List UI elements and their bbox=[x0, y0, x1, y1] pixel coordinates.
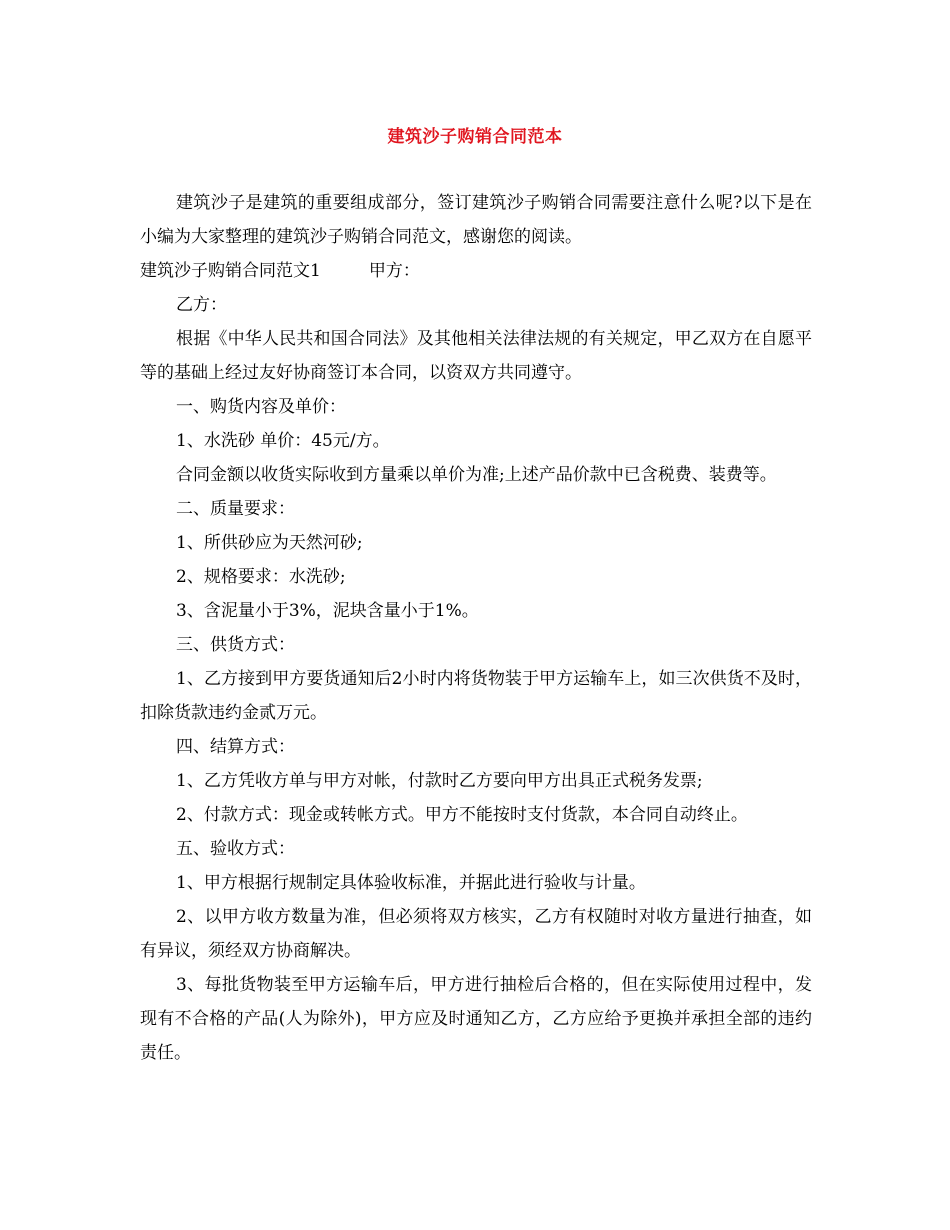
intro-paragraph: 建筑沙子是建筑的重要组成部分，签订建筑沙子购销合同需要注意什么呢?以下是在小编为大家整理的建筑沙子购销合同范文，感谢您的阅读。 bbox=[140, 193, 812, 247]
section1-item1: 1、水洗砂 单价：45元/方。 bbox=[176, 431, 390, 451]
section3-title: 三、供货方式： bbox=[176, 635, 295, 655]
document-title: 建筑沙子购销合同范本 bbox=[387, 127, 563, 147]
section2-item1: 1、所供砂应为天然河砂; bbox=[176, 533, 363, 553]
section2-item2: 2、规格要求：水洗砂; bbox=[176, 567, 346, 587]
section2-item3: 3、含泥量小于3%，泥块含量小于1%。 bbox=[176, 601, 479, 621]
section5-title: 五、验收方式： bbox=[176, 839, 295, 859]
section1-title: 一、购货内容及单价： bbox=[176, 397, 346, 417]
section4-title: 四、结算方式： bbox=[176, 737, 295, 757]
section1-note: 合同金额以收货实际收到方量乘以单价为准;上述产品价款中已含税费、装费等。 bbox=[176, 465, 777, 485]
section5-item1: 1、甲方根据行规制定具体验收标准，并据此进行验收与计量。 bbox=[176, 873, 646, 893]
section3-item1: 1、乙方接到甲方要货通知后2小时内将货物装于甲方运输车上，如三次供货不及时，扣除货款违约金贰万元。 bbox=[140, 669, 812, 723]
section5-item2: 2、以甲方收方数量为准，但必须将双方核实，乙方有权随时对收方量进行抽查，如有异议，须经双方协商解决。 bbox=[140, 907, 812, 961]
preamble-paragraph: 根据《中华人民共和国合同法》及其他相关法律法规的有关规定，甲乙双方在自愿平等的基础上经过友好协商签订本合同，以资双方共同遵守。 bbox=[140, 329, 812, 383]
section4-item1: 1、乙方凭收方单与甲方对帐，付款时乙方要向甲方出具正式税务发票; bbox=[176, 771, 703, 791]
document-body bbox=[140, 186, 812, 1070]
party-b-label: 乙方： bbox=[176, 295, 227, 315]
sample-heading: 建筑沙子购销合同范文1 bbox=[140, 261, 321, 281]
sample-heading-line bbox=[140, 254, 812, 288]
section2-title: 二、质量要求： bbox=[176, 499, 295, 519]
party-a-label: 甲方： bbox=[368, 261, 420, 281]
section5-item3: 3、每批货物装至甲方运输车后，甲方进行抽检后合格的，但在实际使用过程中，发现有不合格的产品(人为除外)，甲方应及时通知乙方，乙方应给予更换并承担全部的违约责任。 bbox=[140, 975, 812, 1063]
section4-item2: 2、付款方式：现金或转帐方式。甲方不能按时支付货款，本合同自动终止。 bbox=[176, 805, 748, 825]
